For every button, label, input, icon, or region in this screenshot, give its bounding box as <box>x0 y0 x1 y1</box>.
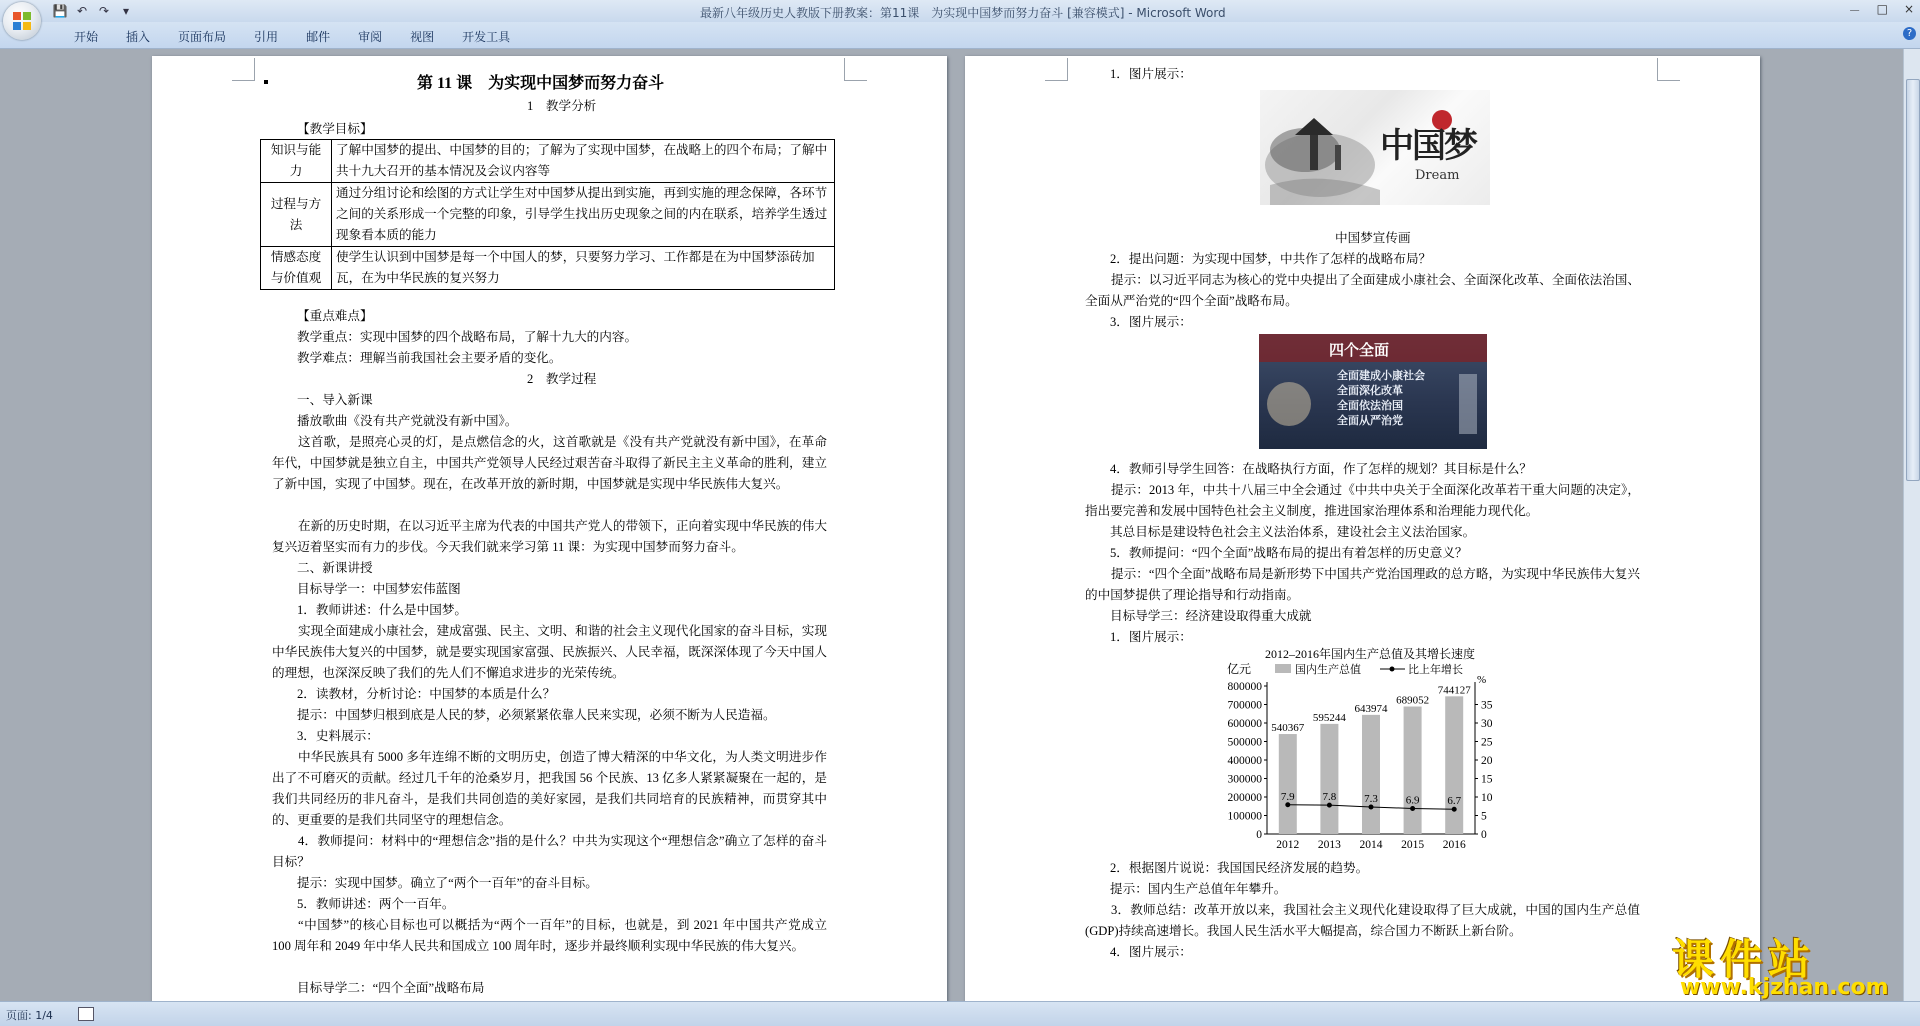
difficulty-text: 教学难点：理解当前我国社会主要矛盾的变化。 <box>297 351 562 365</box>
paragraph: 2．读教材，分析讨论：中国梦的本质是什么？ <box>297 687 556 701</box>
table-cell-value: 使学生认识到中国梦是每一个中国人的梦，只要努力学习、工作都是在为中国梦添砖加瓦，在为中华民族的复兴努力 <box>332 247 835 290</box>
paragraph: 在新的历史时期，在以习近平主席为代表的中国共产党人的带领下，正向着实现中华民族的伟大复兴迈着坚实而有力的步伐。今天我们就来学习第 11 课：为实现中国梦而努力奋斗。 <box>272 519 827 554</box>
keypoints-label: 【重点难点】 <box>297 309 373 323</box>
tab-home[interactable]: 开始 <box>74 30 99 44</box>
page-counter[interactable]: 页面: 1/4 <box>6 1009 53 1022</box>
paragraph: 3．教师总结：改革开放以来，我国社会主义现代化建设取得了巨大成就，中国的国内生产总值(GDP)持续高速增长。我国人民生活水平大幅提高，综合国力不断跃上新台阶。 <box>1085 903 1640 938</box>
window-title: 最新八年级历史人教版下册教案：第11课 为实现中国梦而努力奋斗 [兼容模式] - Microsoft Word <box>700 6 1226 20</box>
ribbon-tabs <box>60 28 524 45</box>
table-cell-key: 过程与方法 <box>261 183 332 247</box>
x-tick-label: 2014 <box>1359 839 1383 851</box>
tab-mailings[interactable]: 邮件 <box>306 30 331 44</box>
tab-page-layout[interactable]: 页面布局 <box>178 30 227 44</box>
paragraph: 提示：实现中国梦。确立了“两个一百年”的奋斗目标。 <box>297 876 598 890</box>
paragraph: 实现全面建成小康社会，建成富强、民主、文明、和谐的社会主义现代化国家的奋斗目标，实现中华民族伟大复兴的中国梦，就是要实现国家富强、民族振兴、人民幸福，既深深体现了今天中国人的理想，也深深反映了我们的先人们不懈追求进步的光荣传统。 <box>272 624 827 680</box>
title-bar <box>0 0 1920 22</box>
y-tick-label: 600000 <box>1227 718 1262 730</box>
document-page-1[interactable] <box>152 56 947 1001</box>
paragraph: 提示：“四个全面”战略布局是新形势下中国共产党治国理政的总方略，为实现中华民族伟大复兴的中国梦提供了理论指导和行动指南。 <box>1085 567 1640 602</box>
table-cell-value: 了解中国梦的提出、中国梦的目的；了解为了实现中国梦，在战略上的四个布局；了解中共十九大召开的基本情况及会议内容等 <box>332 140 835 183</box>
y-tick-label: 800000 <box>1227 681 1262 693</box>
close-button[interactable]: × <box>1903 2 1914 16</box>
banner-line: 全面依法治国 <box>1337 399 1403 412</box>
margin-marker <box>844 58 867 81</box>
table-row <box>261 183 835 247</box>
paragraph: 提示：中国梦归根到底是人民的梦，必须紧紧依靠人民来实现，必须不断为人民造福。 <box>297 708 776 722</box>
scrollbar-thumb[interactable] <box>1906 79 1920 481</box>
growth-value-label: 7.3 <box>1364 792 1378 805</box>
subheading: 目标导学一：中国梦宏伟蓝图 <box>297 582 461 596</box>
paragraph-mark <box>264 80 268 84</box>
banner-line: 全面深化改革 <box>1337 384 1403 397</box>
x-tick-label: 2012 <box>1276 839 1300 851</box>
y2-tick-label: 10 <box>1481 792 1493 804</box>
bar-value-label: 744127 <box>1437 684 1471 697</box>
save-icon[interactable]: 💾 <box>52 4 68 18</box>
growth-point <box>1327 803 1332 808</box>
office-button[interactable] <box>3 2 41 40</box>
y-tick-label: 0 <box>1256 829 1262 841</box>
paragraph: 4．教师提问：材料中的“理想信念”指的是什么？中共为实现这个“理想信念”确立了怎样的奋斗目标？ <box>272 834 827 869</box>
y-tick-label: 700000 <box>1227 699 1262 712</box>
paragraph: 5．教师提问：“四个全面”战略布局的提出有着怎样的历史意义？ <box>1110 546 1468 560</box>
table-cell-key: 知识与能力 <box>261 140 332 183</box>
paragraph: 提示：国内生产总值年年攀升。 <box>1110 882 1287 896</box>
legend-marker <box>1390 667 1395 672</box>
margin-marker <box>1657 58 1680 81</box>
chart-bar <box>1279 734 1297 834</box>
maximize-button[interactable]: □ <box>1876 2 1888 16</box>
banner-line: 全面从严治党 <box>1337 414 1403 427</box>
paragraph: 提示：以习近平同志为核心的党中央提出了全面建成小康社会、全面深化改革、全面依法治国、全面从严治党的“四个全面”战略布局。 <box>1085 273 1640 308</box>
chart-bar <box>1404 707 1422 834</box>
y2-tick-label: 15 <box>1481 773 1493 786</box>
image-caption: 中国梦宣传画 <box>1335 231 1411 245</box>
paragraph: 1．图片展示： <box>1110 67 1192 81</box>
paragraph: 这首歌，是照亮心灵的灯，是点燃信念的火，这首歌就是《没有共产党就没有新中国》，在革命年代，中国梦就是独立自主，中国共产党领导人民经过艰苦奋斗取得了新民主主义革命的胜利，建立了新中国，实现了中国梦。现在，在改革开放的新时期，中国梦就是实现中华民族伟大复兴。 <box>272 435 827 491</box>
x-tick-label: 2016 <box>1442 839 1466 851</box>
table-cell-key: 情感态度与价值观 <box>261 247 332 290</box>
objectives-label: 【教学目标】 <box>297 122 373 136</box>
tab-view[interactable]: 视图 <box>410 30 435 44</box>
bar-value-label: 689052 <box>1396 694 1430 707</box>
gdp-chart-svg <box>1205 646 1535 859</box>
paragraph: 4．图片展示： <box>1110 945 1192 959</box>
watermark-logo-text: 课件站 <box>1672 935 1817 984</box>
undo-icon[interactable]: ↶ <box>76 4 88 18</box>
margin-marker <box>232 58 255 81</box>
paragraph: 3．史料展示： <box>297 729 379 743</box>
y-tick-label: 500000 <box>1227 736 1262 749</box>
banner-line: 全面建成小康社会 <box>1337 369 1425 382</box>
paragraph: 3．图片展示： <box>1110 315 1192 329</box>
paragraph: 播放歌曲《没有共产党就没有新中国》。 <box>297 414 518 428</box>
banner-lines <box>1337 368 1425 428</box>
paragraph: 中华民族具有 5000 多年连绵不断的文明历史，创造了博大精深的中华文化，为人类文明进步作出了不可磨灭的贡献。经过几千年的沧桑岁月，把我国 56 个民族、13 亿多人紧紧凝聚在一起的，是我们共同经历的非凡奋斗，是我们共同创造的美好家园，是我们共同培育的民族精神，而贯穿其中的、更重要的是我们共同坚守的理想信念。 <box>272 750 827 827</box>
tab-insert[interactable]: 插入 <box>126 30 151 44</box>
tab-developer[interactable]: 开发工具 <box>462 30 511 44</box>
table-row <box>261 140 835 183</box>
chart-title: 2012–2016年国内生产总值及其增长速度 <box>1264 647 1476 661</box>
y2-tick-label: 35 <box>1481 699 1493 712</box>
bar-value-label: 643974 <box>1354 702 1388 715</box>
minimize-button[interactable]: － <box>1848 4 1861 18</box>
growth-point <box>1410 806 1415 811</box>
poster-dream-text: Dream <box>1415 168 1460 183</box>
chart-ylabel: 亿元 <box>1227 662 1252 676</box>
growth-value-label: 6.7 <box>1447 795 1462 808</box>
growth-point <box>1369 804 1374 809</box>
office-logo-icon <box>12 11 32 31</box>
table-cell-value: 通过分组讨论和绘图的方式让学生对中国梦从提出到实施，再到实施的理念保障，各环节之间的关系形成一个完整的印象，引导学生找出历史现象之间的内在联系，培养学生透过现象看本质的能力 <box>332 183 835 247</box>
y2-tick-label: 0 <box>1481 829 1487 841</box>
proofing-icon[interactable] <box>78 1007 94 1021</box>
paragraph: “中国梦”的核心目标也可以概括为“两个一百年”的目标，也就是，到 2021 年中国共产党成立 100 周年和 2049 年中华人民共和国成立 100 周年时，逐步并最终顺利实现中华民族的伟大复兴。 <box>272 918 827 953</box>
watermark-url: www.kjzhan.com <box>1680 975 1889 1000</box>
paragraph: 2．提出问题：为实现中国梦，中共作了怎样的战略布局？ <box>1110 252 1432 266</box>
table-row <box>261 247 835 290</box>
china-dream-poster-image[interactable] <box>1260 90 1490 205</box>
paragraph: 5．教师讲述：两个一百年。 <box>297 897 455 911</box>
paragraph: 1．图片展示： <box>1110 630 1192 644</box>
legend-swatch-bar <box>1275 664 1291 673</box>
status-bar <box>0 1001 1920 1026</box>
chart-bar <box>1445 696 1463 834</box>
tab-references[interactable]: 引用 <box>254 30 279 44</box>
growth-point <box>1285 802 1290 807</box>
ribbon <box>0 22 1920 49</box>
y2-tick-label: 5 <box>1481 810 1487 823</box>
gdp-chart[interactable] <box>1205 646 1535 859</box>
keypoint-text: 教学重点：实现中国梦的四个战略布局，了解十九大的内容。 <box>297 330 638 344</box>
poster-calligraphy: 中国梦 <box>1380 126 1476 166</box>
y2-tick-label: 30 <box>1481 718 1493 730</box>
bar-value-label: 595244 <box>1312 711 1346 724</box>
y-tick-label: 300000 <box>1227 773 1262 786</box>
document-page-2[interactable] <box>965 56 1760 1001</box>
chart-bar <box>1320 724 1338 834</box>
chart-y2label: % <box>1477 674 1487 686</box>
subheading: 目标导学二：“四个全面”战略布局 <box>297 981 485 995</box>
lesson-title: 第 11 课 为实现中国梦而努力奋斗 <box>417 75 665 92</box>
vertical-scrollbar[interactable] <box>1903 49 1920 1001</box>
legend-label-bar: 国内生产总值 <box>1295 664 1361 676</box>
growth-value-label: 7.9 <box>1280 790 1295 803</box>
quick-access-toolbar <box>52 3 134 19</box>
paragraph: 4．教师引导学生回答：在战略执行方面，作了怎样的规划？其目标是什么？ <box>1110 462 1532 476</box>
window-controls <box>1849 2 1914 19</box>
document-workspace <box>0 49 1902 1001</box>
help-icon[interactable]: ? <box>1903 27 1916 40</box>
paragraph: 2．根据图片说说：我国国民经济发展的趋势。 <box>1110 861 1369 875</box>
subheading: 二、新课讲授 <box>297 561 373 575</box>
legend-label-line: 比上年增长 <box>1408 664 1463 676</box>
subheading: 目标导学三：经济建设取得重大成就 <box>1110 609 1312 623</box>
section-heading: 2 教学过程 <box>527 372 597 386</box>
site-watermark <box>1660 925 1920 1001</box>
bar-value-label: 540367 <box>1271 722 1305 735</box>
paragraph: 其总目标是建设特色社会主义法治体系，建设社会主义法治国家。 <box>1110 525 1476 539</box>
x-tick-label: 2013 <box>1317 839 1341 851</box>
paragraph: 1．教师讲述：什么是中国梦。 <box>297 603 468 617</box>
section-heading: 1 教学分析 <box>527 99 597 113</box>
margin-marker <box>1045 58 1068 81</box>
y-tick-label: 100000 <box>1227 810 1262 823</box>
tab-review[interactable]: 审阅 <box>358 30 383 44</box>
chart-bar <box>1362 715 1380 834</box>
subheading: 一、导入新课 <box>297 393 373 407</box>
paragraph: 提示：2013 年，中共十八届三中全会通过《中共中央关于全面深化改革若干重大问题的决定》，指出要完善和发展中国特色社会主义制度，推进国家治理体系和治理能力现代化。 <box>1085 483 1640 518</box>
customize-qat-icon[interactable]: ▾ <box>122 4 130 18</box>
growth-value-label: 6.9 <box>1405 794 1420 807</box>
growth-value-label: 7.8 <box>1322 791 1337 804</box>
growth-point <box>1452 807 1457 812</box>
four-comprehensives-image[interactable] <box>1259 334 1487 449</box>
y2-tick-label: 20 <box>1481 755 1493 767</box>
redo-icon[interactable]: ↷ <box>98 4 110 18</box>
y-tick-label: 400000 <box>1227 755 1262 767</box>
x-tick-label: 2015 <box>1401 839 1425 851</box>
y2-tick-label: 25 <box>1481 736 1493 749</box>
objectives-table <box>260 139 835 290</box>
banner-title: 四个全面 <box>1329 341 1390 359</box>
y-tick-label: 200000 <box>1227 792 1262 804</box>
